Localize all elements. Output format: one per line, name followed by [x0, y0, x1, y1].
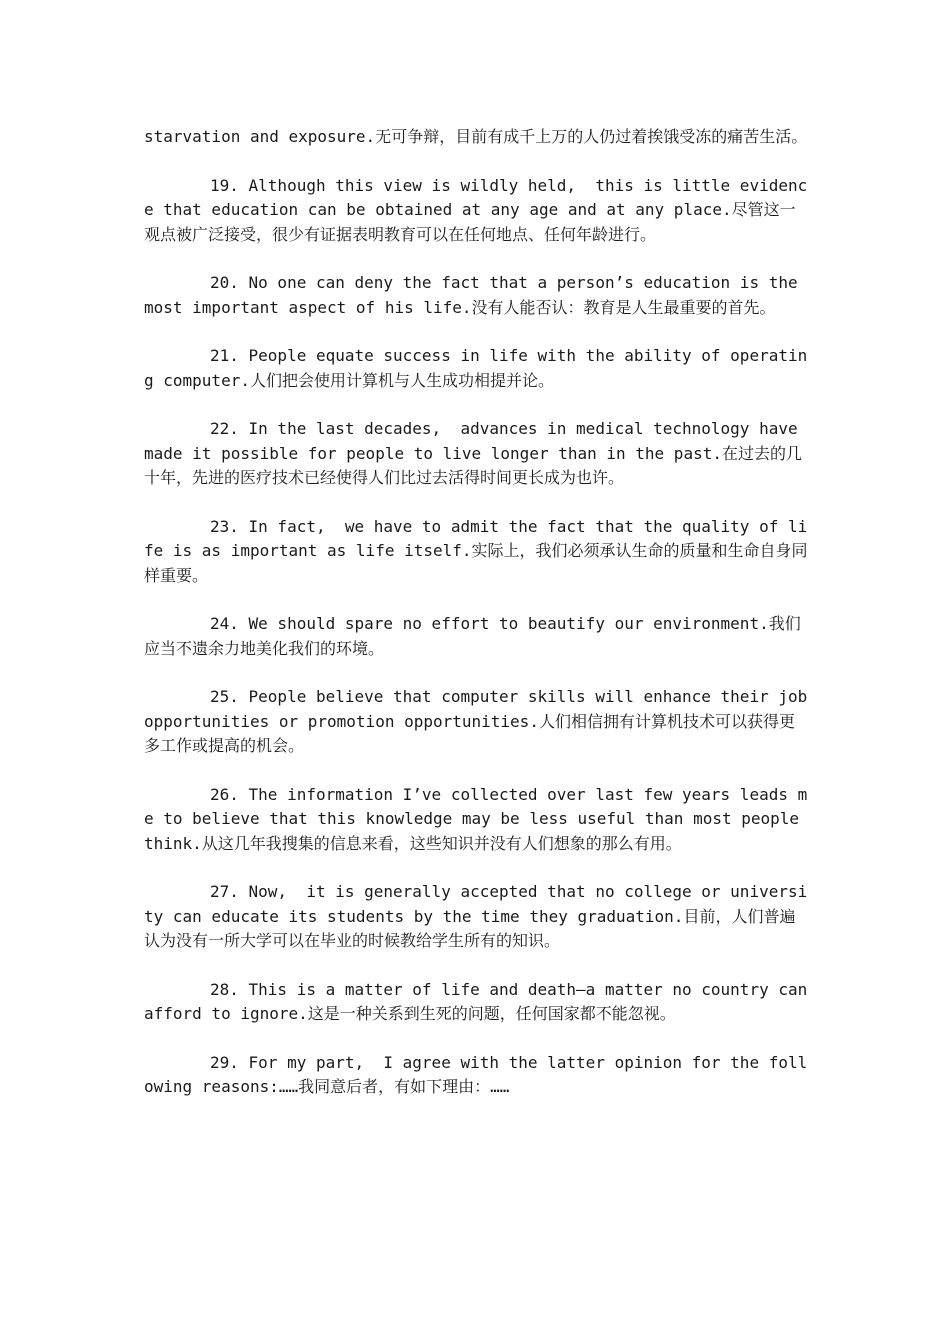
paragraph-continuation: starvation and exposure.无可争辩，目前有成千上万的人仍过着挨饿受冻的痛苦生活。 [144, 127, 808, 146]
paragraph-19: 19. Although this view is wildly held, this is little evidence that education can be obtained at any age and at any place.尽管这一观点被广泛接受，很少有证据表明教育可以在任何地点、任何年龄进行。 [144, 175, 808, 244]
paragraph-22: 22. In the last decades, advances in medical technology have made it possible for people to live longer than in the past.在过去的几十年，先进的医疗技术已经使得人们比过去活得时间更长成为也许。 [144, 419, 808, 487]
paragraph-24: 24. We should spare no effort to beautify our environment.我们应当不遗余力地美化我们的环境。 [144, 614, 801, 658]
paragraph-25: 25. People believe that computer skills will enhance their job opportunities or promotion opportunities.人们相信拥有计算机技术可以获得更多工作或提高的机会。 [144, 687, 817, 755]
paragraph-27: 27. Now, it is generally accepted that no college or university can educate its students by the time they graduation.目前，人们普遍认为没有一所大学可以在毕业的时候教给学生所有的知识。 [144, 882, 808, 950]
paragraph-29: 29. For my part, I agree with the latter opinion for the following reasons:……我同意后者，有如下理由：…… [144, 1052, 808, 1096]
paragraph-23: 23. In fact, we have to admit the fact that the quality of life is as important as life itself.实际上，我们必须承认生命的质量和生命自身同样重要。 [144, 516, 808, 585]
paragraph-21: 21. People equate success in life with the ability of operating computer.人们把会使用计算机与人生成功相提并论。 [144, 346, 808, 390]
paragraph-26: 26. The information I’ve collected over last few years leads me to believe that this knowledge may be less useful than most people think.从这几年我搜集的信息来看，这些知识并没有人们想象的那么有用。 [144, 784, 809, 853]
document-body [144, 125, 817, 1124]
paragraph-20: 20. No one can deny the fact that a person’s education is the most important aspect of his life.没有人能否认：教育是人生最重要的首先。 [144, 273, 808, 317]
paragraph-28: 28. This is a matter of life and death—a matter no country can afford to ignore.这是一种关系到生死的问题，任何国家都不能忽视。 [144, 979, 817, 1023]
